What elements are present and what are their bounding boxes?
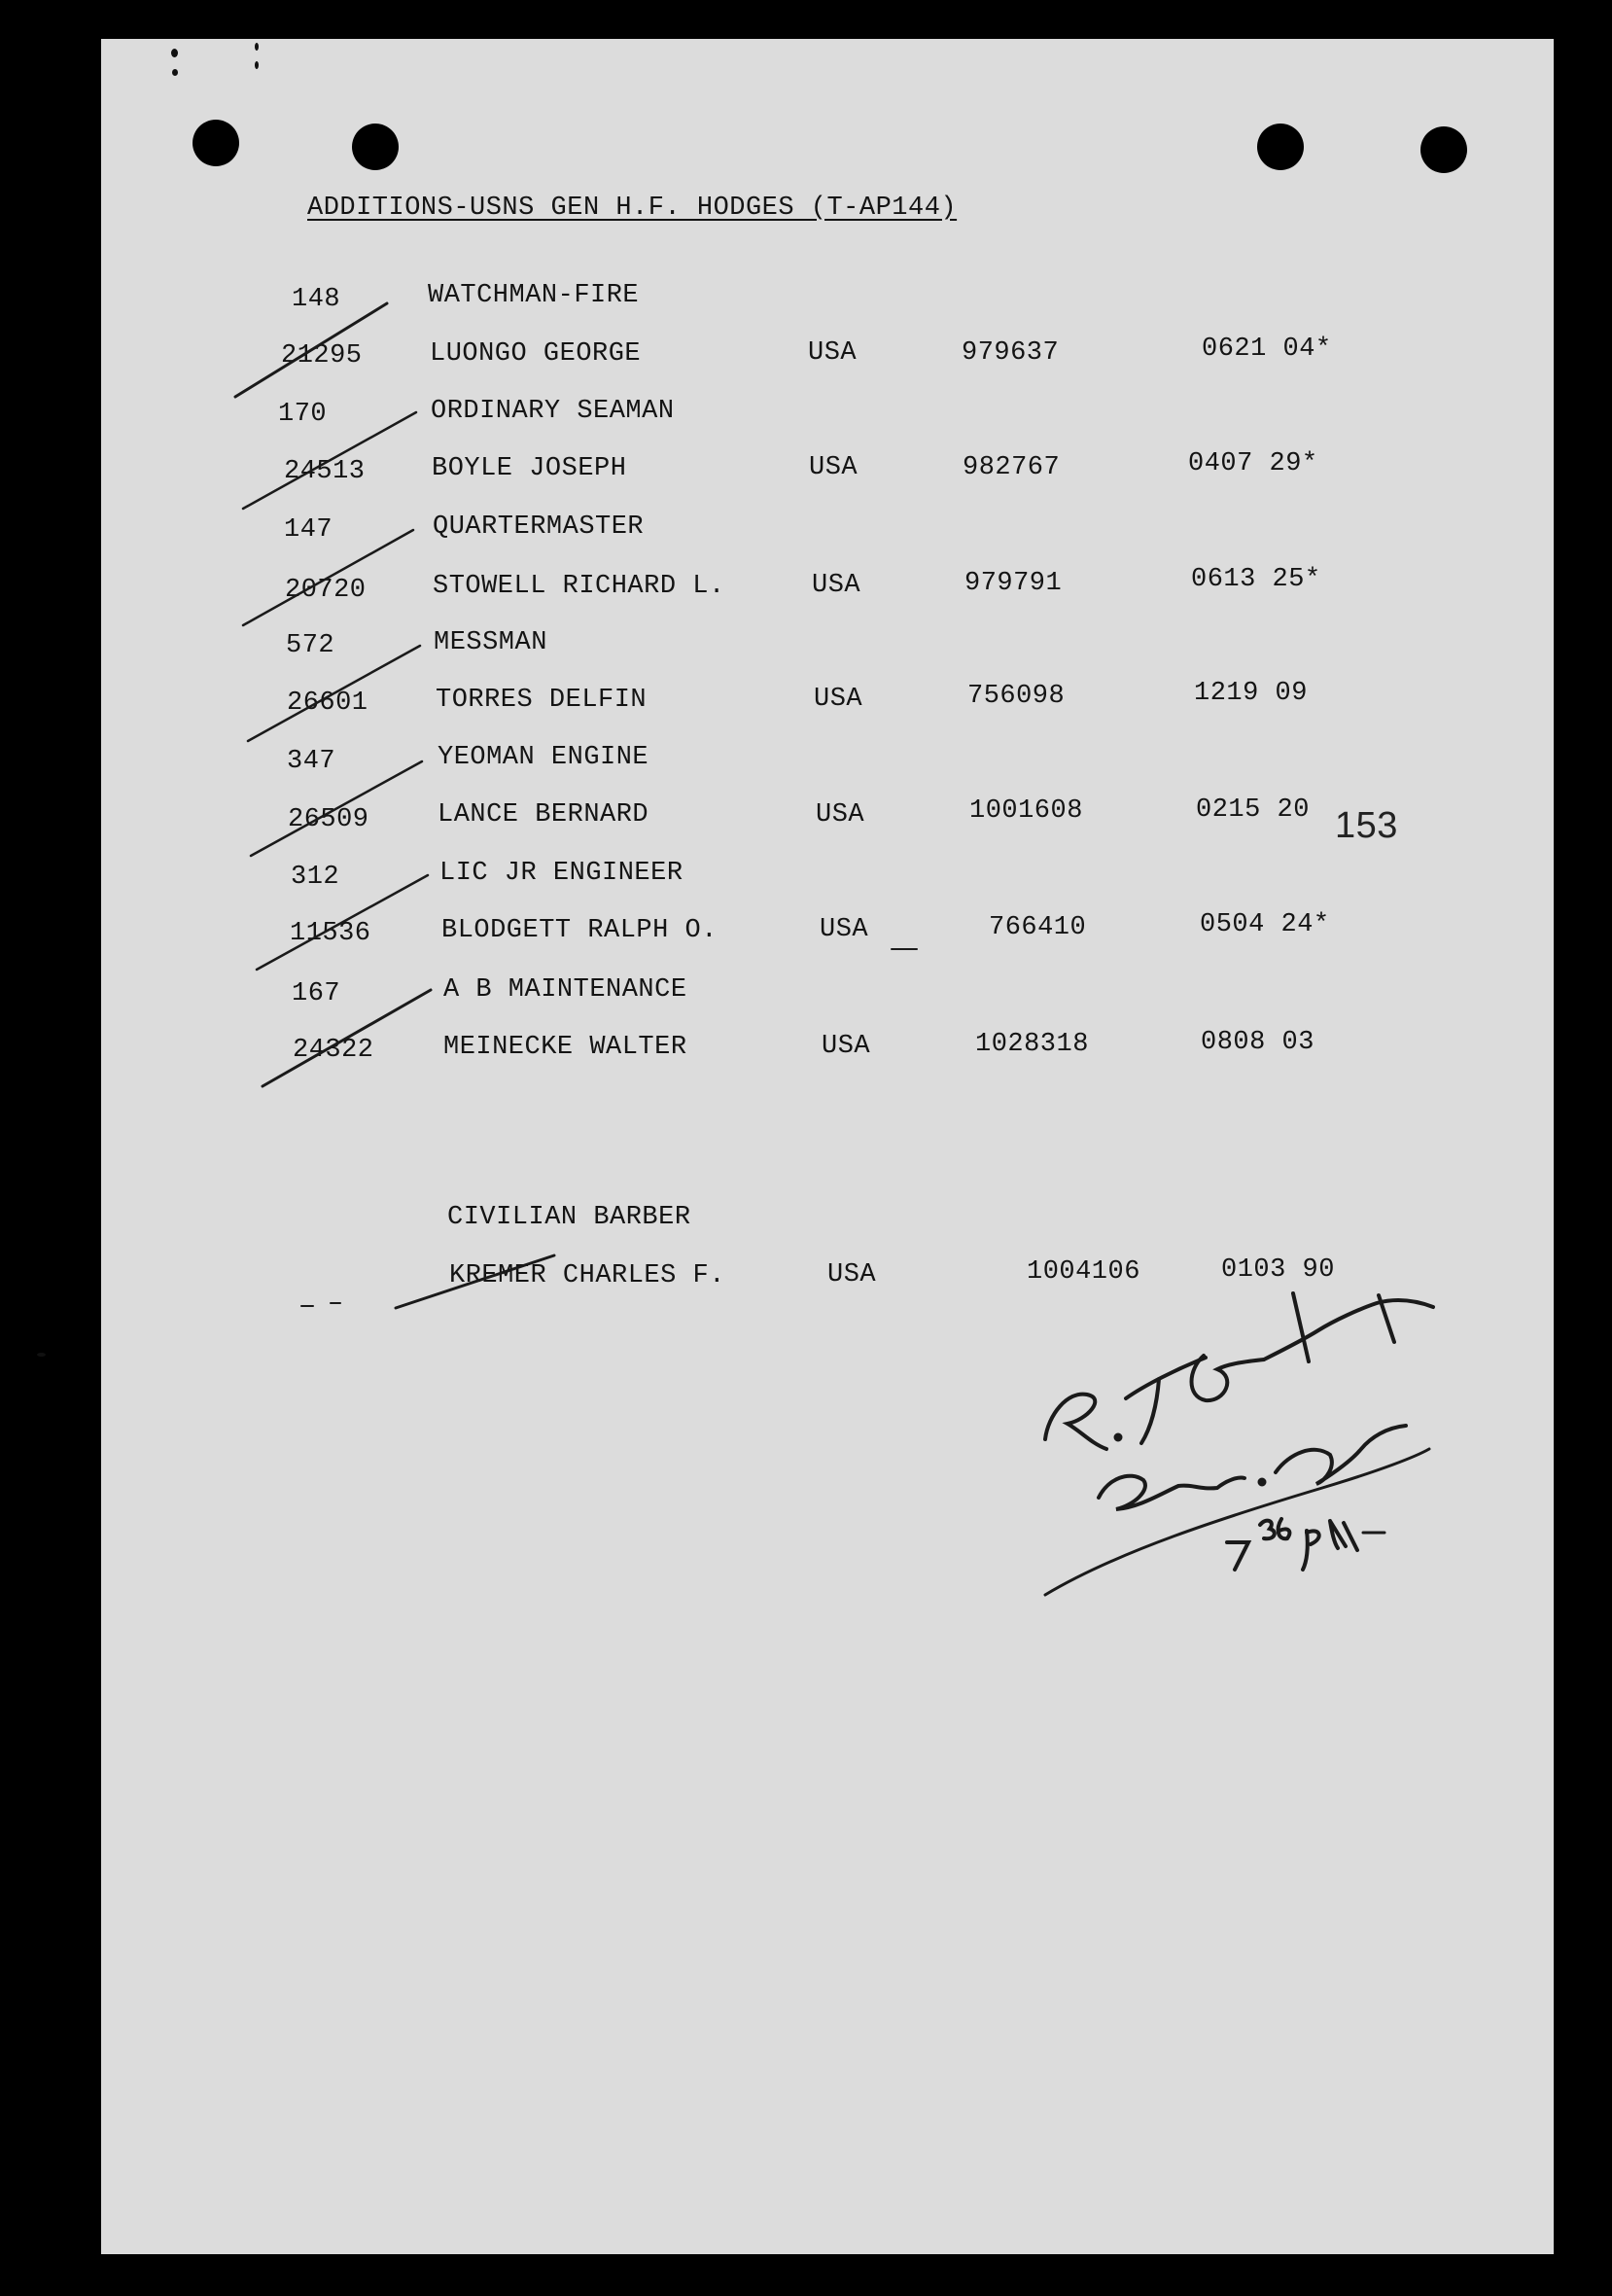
code-cell: 20720 bbox=[285, 576, 367, 605]
code-cell: 312 bbox=[291, 863, 340, 892]
rating-label: LIC JR ENGINEER bbox=[439, 859, 683, 888]
rating-label: YEOMAN ENGINE bbox=[438, 743, 649, 772]
code-cell: 24322 bbox=[293, 1036, 374, 1065]
date-cell: 1219 09 bbox=[1194, 679, 1308, 708]
number-cell: 982767 bbox=[963, 453, 1061, 482]
number-cell: 979791 bbox=[964, 569, 1063, 598]
punch-hole-left-1 bbox=[193, 120, 239, 166]
scan-speck bbox=[172, 69, 178, 76]
name-cell: MEINECKE WALTER bbox=[443, 1033, 687, 1062]
name-cell: STOWELL RICHARD L. bbox=[433, 572, 725, 601]
name-cell: BOYLE JOSEPH bbox=[432, 454, 627, 483]
scan-speck bbox=[255, 43, 259, 51]
date-cell: 0613 25* bbox=[1191, 565, 1321, 594]
number-cell: 979637 bbox=[962, 338, 1060, 368]
punch-hole-left-2 bbox=[352, 124, 399, 170]
punch-hole-right-1 bbox=[1257, 124, 1304, 170]
rating-label: ORDINARY SEAMAN bbox=[431, 397, 675, 426]
code-cell: 21295 bbox=[281, 341, 363, 371]
code-cell: 24513 bbox=[284, 457, 366, 486]
code-cell: 572 bbox=[286, 631, 335, 660]
code-cell: 147 bbox=[284, 515, 333, 545]
scan-speck bbox=[37, 1353, 46, 1357]
document-title: ADDITIONS-USNS GEN H.F. HODGES (T-AP144) bbox=[307, 194, 958, 223]
number-cell: 756098 bbox=[967, 682, 1066, 711]
code-cell: 11536 bbox=[290, 919, 371, 948]
name-cell: LANCE BERNARD bbox=[438, 800, 649, 830]
number-cell: 1028318 bbox=[975, 1030, 1089, 1059]
code-cell: 148 bbox=[292, 285, 341, 314]
name-cell: KREMER CHARLES F. bbox=[449, 1261, 725, 1290]
code-cell: 347 bbox=[287, 747, 336, 776]
date-cell: 0103 90 bbox=[1221, 1255, 1335, 1285]
rating-label: MESSMAN bbox=[434, 628, 547, 657]
civilian-label: CIVILIAN BARBER bbox=[447, 1203, 691, 1232]
citizenship-cell: USA bbox=[809, 453, 859, 482]
number-cell: 766410 bbox=[989, 913, 1087, 942]
code-cell: 170 bbox=[278, 400, 328, 429]
scan-speck bbox=[255, 61, 259, 69]
citizenship-cell: USA bbox=[808, 338, 858, 368]
date-cell: 0215 20 bbox=[1196, 795, 1310, 825]
punch-hole-right-2 bbox=[1420, 126, 1467, 173]
date-cell: 0504 24* bbox=[1200, 910, 1330, 939]
citizenship-cell: USA bbox=[827, 1260, 877, 1289]
date-cell: 0808 03 bbox=[1201, 1028, 1314, 1057]
rating-label: A B MAINTENANCE bbox=[443, 975, 687, 1005]
date-cell: 0621 04* bbox=[1202, 335, 1332, 364]
scan-speck bbox=[171, 49, 178, 57]
code-cell: 167 bbox=[292, 979, 341, 1008]
name-cell: BLODGETT RALPH O. bbox=[441, 916, 718, 945]
rating-label: QUARTERMASTER bbox=[433, 512, 645, 542]
citizenship-cell: USA bbox=[816, 800, 865, 830]
citizenship-cell: USA bbox=[812, 571, 861, 600]
code-cell: 26509 bbox=[288, 805, 369, 834]
number-cell: 1004106 bbox=[1027, 1257, 1140, 1287]
citizenship-cell: USA bbox=[820, 915, 869, 944]
name-cell: TORRES DELFIN bbox=[436, 686, 648, 715]
rating-label: WATCHMAN-FIRE bbox=[428, 281, 640, 310]
number-cell: 1001608 bbox=[969, 796, 1083, 826]
citizenship-cell: USA bbox=[814, 685, 863, 714]
page-number: 153 bbox=[1335, 805, 1398, 846]
code-cell: 26601 bbox=[287, 689, 368, 718]
date-cell: 0407 29* bbox=[1188, 449, 1318, 478]
name-cell: LUONGO GEORGE bbox=[430, 339, 642, 369]
citizenship-cell: USA bbox=[822, 1032, 871, 1061]
